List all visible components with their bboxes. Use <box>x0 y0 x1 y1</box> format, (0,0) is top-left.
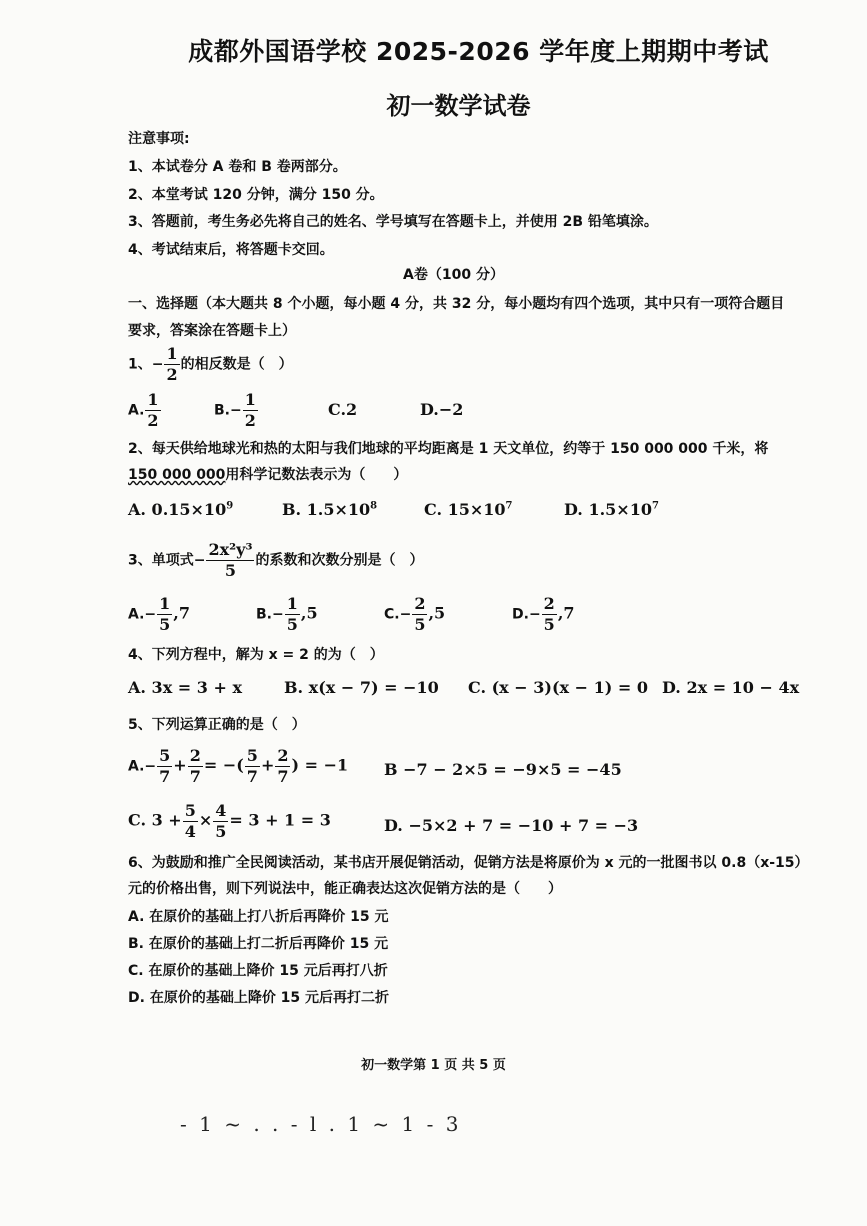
question-3-option-d: D.− $\frac{2}{5}$ ,7 <box>512 594 575 634</box>
question-6-option-d: D. 在原价的基础上降价 15 元后再打二折 <box>128 990 390 1006</box>
question-1-stem: 1、− $\frac{1}{2}$ 的相反数是（ ） <box>128 344 293 384</box>
section-a-title: A卷（100 分） <box>403 267 504 283</box>
question-3-option-a: A.− $\frac{1}{5}$ ,7 <box>128 594 190 634</box>
exam-subtitle: 初一数学试卷 <box>386 92 531 120</box>
question-3-option-b: B.− $\frac{1}{5}$ ,5 <box>256 594 318 634</box>
question-4-stem: 4、下列方程中，解为 x = 2 的为（ ） <box>128 647 384 663</box>
question-1-option-b: B.− $\frac{1}{2}$ <box>214 390 256 430</box>
question-5-option-a: A.− $\frac{5}{7}$ + $\frac{2}{7}$ = −( $\frac{5}{7}$ + $\frac{2}{7}$ ) = −1 <box>128 746 349 786</box>
question-5-option-b: B −7 − 2×5 = −9×5 = −45 <box>384 760 622 779</box>
part1-instruction-line2: 要求，答案涂在答题卡上） <box>128 323 296 339</box>
part1-instruction-line1: 一、选择题（本大题共 8 个小题，每小题 4 分，共 32 分，每小题均有四个选项，其中只有一项符合题目 <box>128 296 785 312</box>
question-2-option-a: A. $0.15\times 10^9$ <box>128 500 234 519</box>
question-5-stem: 5、下列运算正确的是（ ） <box>128 717 306 733</box>
question-2-option-b: B. $1.5\times 10^8$ <box>282 500 378 519</box>
question-2-stem-line1: 2、每天供给地球光和热的太阳与我们地球的平均距离是 1 天文单位，约等于 150 000 000 千米，将 <box>128 441 769 457</box>
question-3-option-c: C.− $\frac{2}{5}$ ,5 <box>384 594 446 634</box>
note-item-3: 3、答题前，考生务必先将自己的姓名、学号填写在答题卡上，并使用 2B 铅笔填涂。 <box>128 214 658 230</box>
question-2-stem-line2: 150 000 000用科学记数法表示为（ ） <box>128 467 408 483</box>
question-6-option-a: A. 在原价的基础上打八折后再降价 15 元 <box>128 909 389 925</box>
question-4-option-b: B. x(x − 7) = −10 <box>284 678 439 697</box>
question-6-option-b: B. 在原价的基础上打二折后再降价 15 元 <box>128 936 389 952</box>
question-2-option-c: C. $15\times 10^7$ <box>424 500 513 519</box>
question-1-option-d: D.−2 <box>420 400 464 419</box>
question-5-option-c: C. 3 + $\frac{5}{4}$ × $\frac{4}{5}$ = 3 + 1 = 3 <box>128 801 331 841</box>
question-4-option-c: C. (x − 3)(x − 1) = 0 <box>468 678 648 697</box>
question-6-stem-line1: 6、为鼓励和推广全民阅读活动，某书店开展促销活动，促销方法是将原价为 x 元的一批图书以 0.8（x-15） <box>128 855 809 871</box>
question-6-option-c: C. 在原价的基础上降价 15 元后再打八折 <box>128 963 388 979</box>
question-2-option-d: D. $1.5\times 10^7$ <box>564 500 659 519</box>
question-5-option-d: D. −5×2 + 7 = −10 + 7 = −3 <box>384 816 639 835</box>
note-item-2: 2、本堂考试 120 分钟，满分 150 分。 <box>128 187 384 203</box>
note-item-1: 1、本试卷分 A 卷和 B 卷两部分。 <box>128 159 347 175</box>
note-item-4: 4、考试结束后，将答题卡交回。 <box>128 242 334 258</box>
page-footer: 初一数学第 1 页 共 5 页 <box>361 1058 506 1073</box>
notes-heading: 注意事项: <box>128 131 190 147</box>
question-1-option-a: A. $\frac{1}{2}$ <box>128 390 159 430</box>
question-6-stem-line2: 元的价格出售，则下列说法中，能正确表达这次促销方法的是（ ） <box>128 881 562 897</box>
bleed-through-scribble: - 1 ~ . . - l . 1 ~ 1 - 3 <box>180 1112 462 1136</box>
exam-title: 成都外国语学校 2025-2026 学年度上期期中考试 <box>188 37 769 66</box>
question-4-option-a: A. 3x = 3 + x <box>128 678 242 697</box>
question-1-option-c: C.2 <box>328 400 358 419</box>
question-4-option-d: D. 2x = 10 − 4x <box>662 678 800 697</box>
question-3-stem: 3、单项式− $\frac{\text{2x²y³}}{5}$ 的系数和次数分别是（ ） <box>128 540 424 580</box>
